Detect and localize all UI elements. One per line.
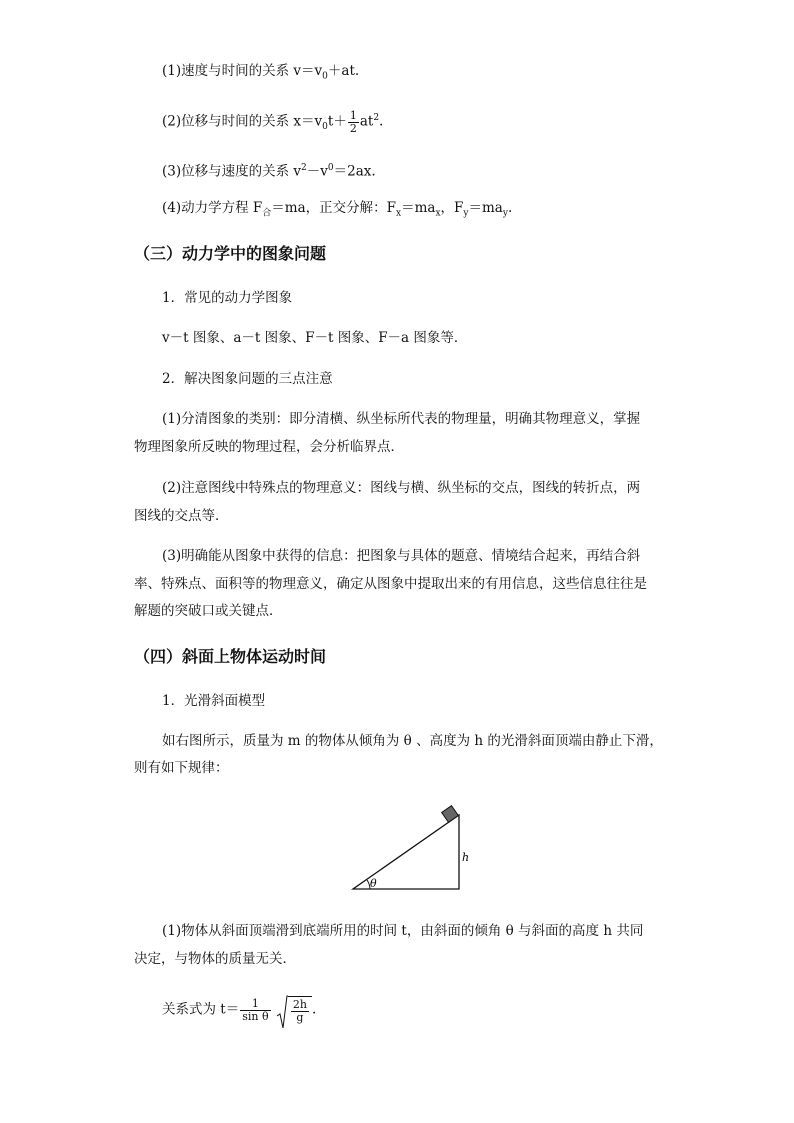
section-3-note-1-line-1: (1)分清图象的类别：即分清横、纵坐标所代表的物理量，明确其物理意义，掌握 bbox=[162, 411, 641, 427]
time-relation-formula: 关系式为 t＝ $\frac{1}{\text{sin θ}}$ $\frac{2h}{g}$ . bbox=[162, 996, 316, 1024]
section-3-note-3-line-2: 率、特殊点、面积等的物理意义，确定从图象中提取出来的有用信息，这些信息往往是 bbox=[134, 576, 647, 592]
two-h-over-g-fraction: $\frac{2h}{g}$ bbox=[292, 998, 307, 1024]
section-3-note-2-line-2: 图线的交点等． bbox=[134, 508, 229, 524]
section-4-heading: （四）斜面上物体运动时间 bbox=[134, 647, 327, 666]
section-4-intro-line-2: 则有如下规律： bbox=[134, 760, 229, 776]
section-4-intro-line-1: 如右图所示，质量为 m 的物体从倾角为 θ 、高度为 h 的光滑斜面顶端由静止下滑， bbox=[162, 733, 663, 749]
section-3-item-2: 2．解决图象问题的三点注意 bbox=[162, 371, 333, 387]
inclined-plane-diagram bbox=[340, 800, 490, 896]
inclined-plane-triangle bbox=[353, 815, 459, 889]
section-3-graph-types: v－t 图象、a－t 图象、F－t 图象、F－a 图象等． bbox=[162, 330, 468, 346]
height-h-label: h bbox=[462, 851, 470, 864]
sliding-block bbox=[442, 806, 459, 823]
section-3-note-1-line-2: 物理图象所反映的物理过程，会分析临界点． bbox=[134, 439, 404, 455]
section-3-note-2-line-1: (2)注意图线中特殊点的物理意义：图线与横、纵坐标的交点，图线的转折点，两 bbox=[162, 480, 641, 496]
section-3-item-1: 1．常见的动力学图象 bbox=[162, 290, 293, 306]
square-root bbox=[276, 996, 312, 1024]
section-4-item-1: 1．光滑斜面模型 bbox=[162, 693, 266, 709]
dynamics-equation-formula: (4)动力学方程 $F_合=ma$，正交分解：$F_x=ma_x$，$F_y=ma_y$. bbox=[162, 200, 513, 219]
section-3-note-3-line-3: 解题的突破口或关键点． bbox=[134, 603, 283, 619]
displacement-time-formula: (2)位移与时间的关系 $x=v_0t+$ $\frac{1}{2}$ $at^2$. bbox=[162, 108, 384, 135]
displacement-velocity-formula: (3)位移与速度的关系 $v^2-v^0=2ax$. bbox=[162, 163, 376, 180]
section-3-note-3-line-1: (3)明确能从图象中获得的信息：把图象与具体的题意、情境结合起来，再结合斜 bbox=[162, 548, 641, 564]
angle-theta-label: θ bbox=[370, 877, 377, 890]
radical-sign-icon bbox=[276, 994, 288, 1030]
section-3-heading: （三）动力学中的图象问题 bbox=[134, 244, 327, 263]
section-4-rule-1-line-2: 决定，与物体的质量无关． bbox=[134, 951, 296, 967]
velocity-time-formula: (1)速度与时间的关系 $v=v_0+at$. bbox=[162, 63, 360, 82]
one-over-sin-theta-fraction: $\frac{1}{\text{sin θ}}$ bbox=[242, 996, 269, 1023]
one-half-fraction: $\frac{1}{2}$ bbox=[349, 108, 357, 135]
section-4-rule-1-line-1: (1)物体从斜面顶端滑到底端所用的时间 t，由斜面的倾角 θ 与斜面的高度 h 共同 bbox=[162, 923, 644, 939]
